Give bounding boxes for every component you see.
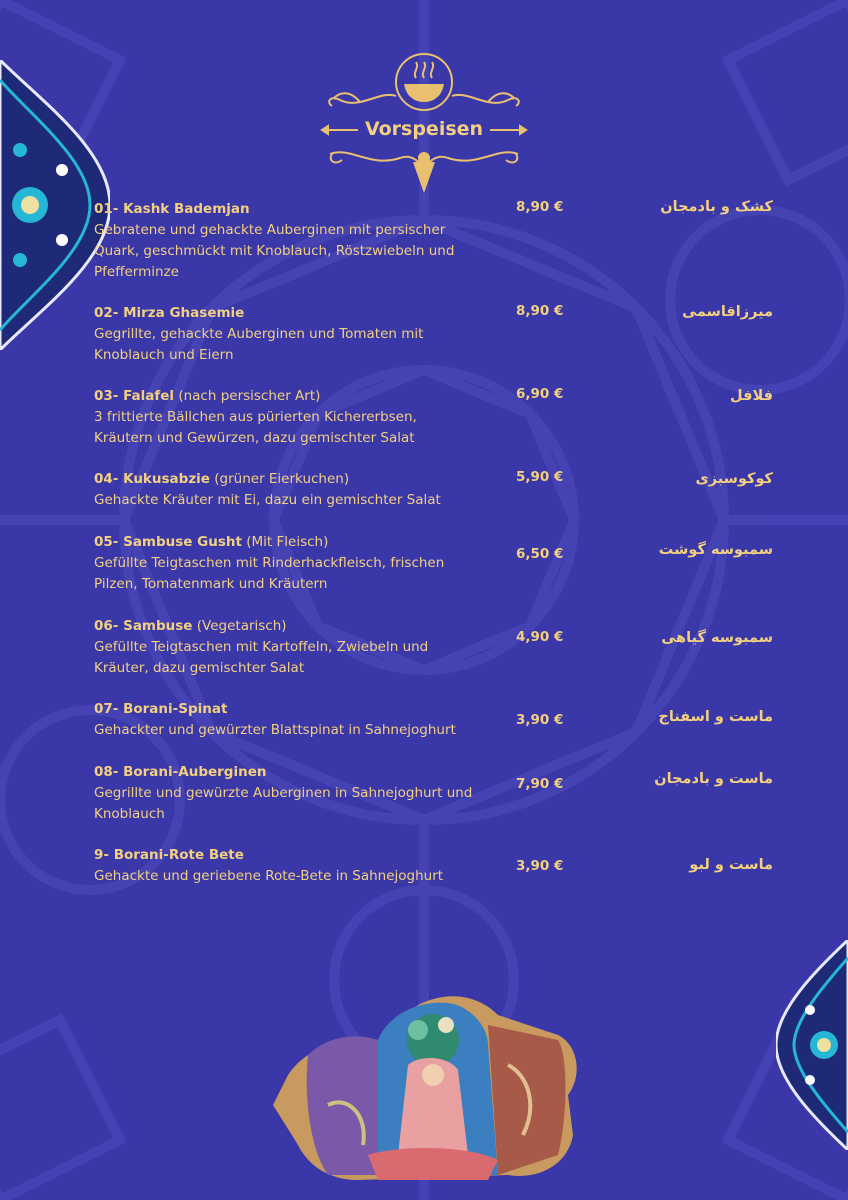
item-name-persian: سمبوسه گوشت	[658, 542, 773, 558]
item-name-persian: سمبوسه گیاهی	[661, 630, 773, 646]
item-text	[94, 532, 504, 595]
item-name: 05- Sambuse Gusht (Mit Fleisch)	[94, 534, 329, 550]
item-description: Gehackter und gewürzter Blattspinat in Sahnejoghurt	[94, 722, 456, 738]
item-price: 3,90 €	[516, 858, 564, 874]
item-price: 8,90 €	[516, 303, 564, 319]
item-name: 03- Falafel (nach persischer Art)	[94, 388, 321, 404]
item-name-persian: ماست و بادمجان	[654, 771, 773, 787]
item-price: 7,90 €	[516, 776, 564, 792]
item-price: 5,90 €	[516, 469, 564, 485]
item-price: 3,90 €	[516, 712, 564, 728]
item-description: Gehackte und geriebene Rote-Bete in Sahnejoghurt	[94, 868, 444, 884]
item-text	[94, 199, 504, 283]
item-price: 8,90 €	[516, 199, 564, 215]
item-name-persian: میرزاقاسمی	[682, 304, 773, 320]
item-description: Gebratene und gehackte Auberginen mit persischer Quark, geschmückt mit Knoblauch, Röstzwiebeln und Pfefferminze	[94, 222, 455, 280]
item-name-persian: کوکوسبزی	[695, 471, 773, 487]
item-name-persian: کشک و بادمجان	[660, 199, 773, 215]
item-name: 01- Kashk Bademjan	[94, 201, 250, 217]
item-price: 4,90 €	[516, 629, 564, 645]
item-text	[94, 699, 504, 741]
item-description: Gehackte Kräuter mit Ei, dazu ein gemischter Salat	[94, 492, 441, 508]
item-name: 02- Mirza Ghasemie	[94, 305, 245, 321]
item-name: 06- Sambuse (Vegetarisch)	[94, 618, 287, 634]
item-name-persian: فلافل	[730, 388, 773, 404]
item-name: 08- Borani-Auberginen	[94, 764, 267, 780]
item-text	[94, 762, 504, 825]
item-price: 6,90 €	[516, 386, 564, 402]
persian-miniature-image	[268, 985, 588, 1185]
item-name-persian: ماست و لبو	[689, 857, 773, 873]
item-name: 04- Kukusabzie (grüner Eierkuchen)	[94, 471, 350, 487]
item-description: Gegrillte, gehackte Auberginen und Tomaten mit Knoblauch und Eiern	[94, 326, 424, 363]
item-name-persian: ماست و اسفناج	[658, 709, 773, 725]
item-text	[94, 845, 504, 887]
item-description: 3 frittierte Bällchen aus pürierten Kichererbsen, Kräutern und Gewürzen, dazu gemischter Salat	[94, 409, 417, 446]
item-price: 6,50 €	[516, 546, 564, 562]
item-description: Gefüllte Teigtaschen mit Kartoffeln, Zwiebeln und Kräuter, dazu gemischter Salat	[94, 639, 429, 676]
item-name: 9- Borani-Rote Bete	[94, 847, 244, 863]
item-text	[94, 469, 504, 511]
item-description: Gegrillte und gewürzte Auberginen in Sahnejoghurt und Knoblauch	[94, 785, 473, 822]
item-description: Gefüllte Teigtaschen mit Rinderhackfleisch, frischen Pilzen, Tomatenmark und Kräutern	[94, 555, 445, 592]
item-name: 07- Borani-Spinat	[94, 701, 228, 717]
item-text	[94, 616, 504, 679]
tile-ornament-right	[776, 940, 848, 1150]
section-title: Vorspeisen	[364, 118, 484, 140]
item-text	[94, 303, 504, 366]
section-header	[300, 50, 548, 200]
item-text	[94, 386, 504, 449]
